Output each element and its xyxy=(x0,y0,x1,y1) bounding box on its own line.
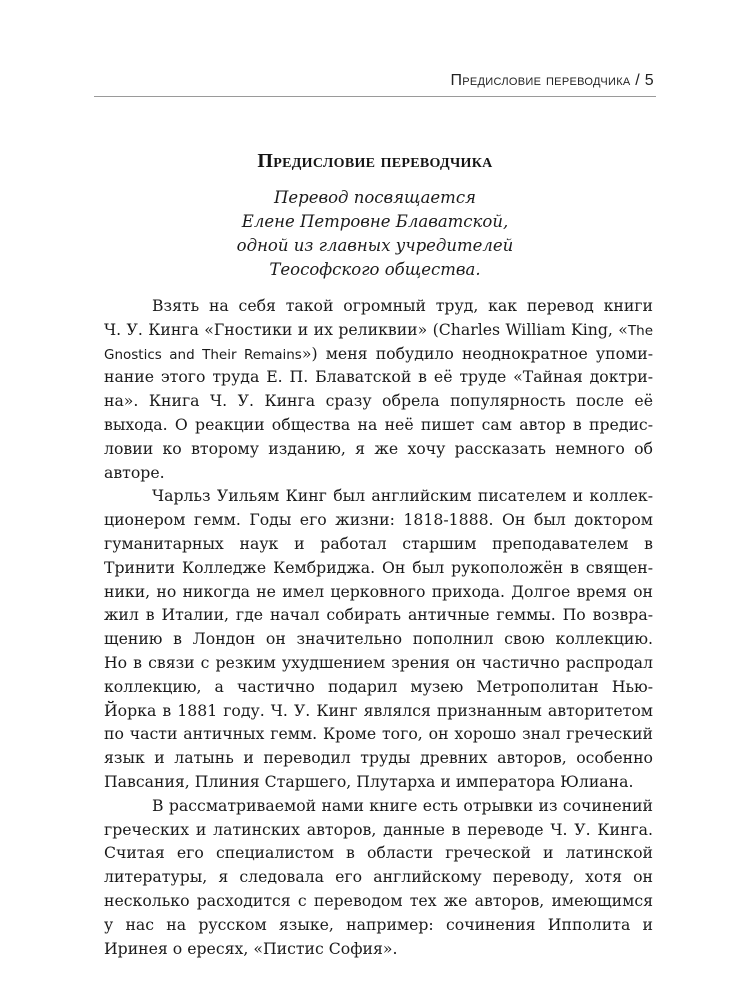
text-line: авторе. xyxy=(104,462,165,482)
text-line: Ч. У. Кинга «Гностики и их реликвии» (Charles William King, «The xyxy=(104,319,653,339)
running-head-title: Предисловие переводчика xyxy=(450,72,631,89)
text-line: В рассматриваемой нами книге есть отрывки из сочинений xyxy=(152,795,653,815)
epigraph-line: одной из главных учредителей xyxy=(236,236,514,255)
text-line: ционером гемм. Годы его жизни: 1818-1888. Он был доктором xyxy=(104,510,653,530)
paragraph-3 xyxy=(104,794,653,961)
running-head xyxy=(450,72,654,90)
text-line: Gnostics and Their Remains») меня побудило неоднократное упоми- xyxy=(104,343,654,363)
text-line: Йорка в 1881 году. Ч. У. Кинг являлся признанным авторитетом xyxy=(104,700,653,720)
text-line: щению в Лондон он значительно пополнил свою коллекцию. xyxy=(104,629,653,649)
text-line: Иринея о ересях, «Пистис София». xyxy=(104,938,398,958)
page-number: 5 xyxy=(644,72,654,89)
paragraph-2 xyxy=(104,484,653,793)
epigraph-line: Перевод посвящается xyxy=(274,188,476,207)
text-line: Тринити Колледже Кембриджа. Он был рукоположён в священ- xyxy=(104,557,653,577)
text-line: ники, но никогда не имел церковного прихода. Долгое время он xyxy=(104,581,653,601)
text-line: гуманитарных наук и работал старшим преподавателем в xyxy=(104,533,653,553)
latin-title-fragment: Gnostics and Their Remains xyxy=(104,346,302,363)
text-line: по части античных гемм. Кроме того, он хорошо знал греческий xyxy=(104,724,653,744)
body-text xyxy=(104,294,653,960)
header-rule xyxy=(94,96,656,97)
text-line: нание этого труда Е. П. Блаватской в её труде «Тайная доктри- xyxy=(104,367,653,387)
text-line: литературы, я следовала его английскому переводу, хотя он xyxy=(104,867,653,887)
paragraph-1 xyxy=(104,294,653,484)
text-line: Но в связи с резким ухудшением зрения он частично распродал xyxy=(104,652,653,672)
text-line: несколько расходится с переводом тех же авторов, имеющимся xyxy=(104,890,653,910)
text-line: выхода. О реакции общества на неё пишет сам автор в предис- xyxy=(104,414,653,434)
text-line: на». Книга Ч. У. Кинга сразу обрела популярность после её xyxy=(104,391,653,411)
running-head-separator: / xyxy=(635,72,641,89)
epigraph xyxy=(0,186,750,282)
text-line: у нас на русском языке, например: сочинения Ипполита и xyxy=(104,914,653,934)
text-line: коллекцию, а частично подарил музею Метрополитан Нью- xyxy=(104,676,653,696)
text-line: жил в Италии, где начал собирать античные геммы. По возвра- xyxy=(104,605,653,625)
text-line: греческих и латинских авторов, данные в переводе Ч. У. Кинга. xyxy=(104,819,653,839)
latin-title-fragment: The xyxy=(627,322,653,339)
text-line: Чарльз Уильям Кинг был английским писателем и коллек- xyxy=(152,486,653,506)
text-line: язык и латынь и переводил труды древних авторов, особенно xyxy=(104,748,653,768)
text-line: Павсания, Плиния Старшего, Плутарха и императора Юлиана. xyxy=(104,771,634,791)
text-line: ловии ко второму изданию, я же хочу рассказать немного об xyxy=(104,438,653,458)
text-line: Взять на себя такой огромный труд, как перевод книги xyxy=(152,296,653,315)
text-line: Считая его специалистом в области греческой и латинской xyxy=(104,843,653,863)
epigraph-line: Елене Петровне Блаватской, xyxy=(241,212,509,231)
chapter-title: Предисловие переводчика xyxy=(257,150,493,172)
epigraph-line: Теософского общества. xyxy=(269,260,481,279)
